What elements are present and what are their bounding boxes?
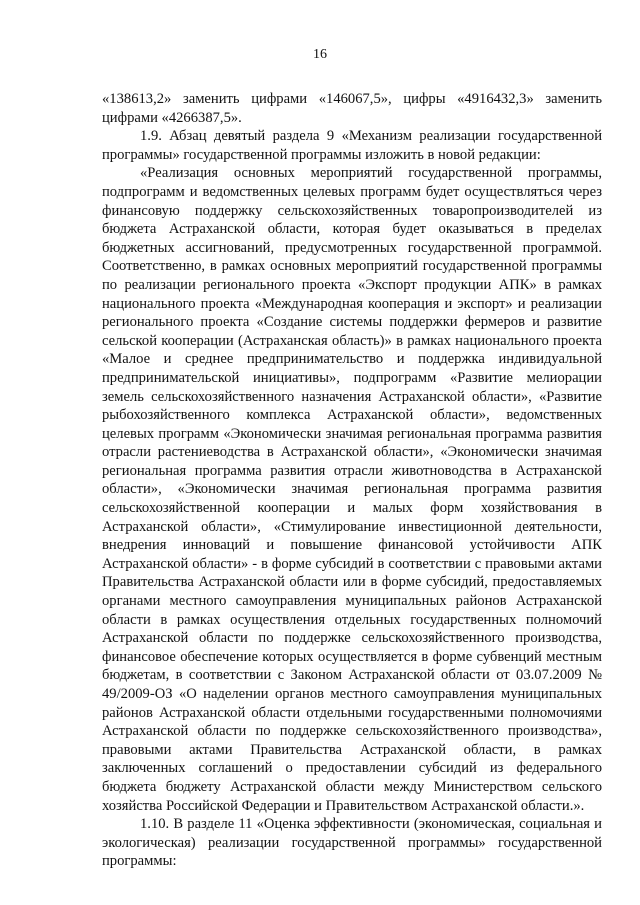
paragraph-1-10: 1.10. В разделе 11 «Оценка эффективности (экономическая, социальная и экологическая) реализации государственной программы» государственной программы: bbox=[102, 816, 602, 870]
document-body bbox=[102, 90, 602, 871]
paragraph-replace-figures: «138613,2» заменить цифрами «146067,5», цифры «4916432,3» заменить цифрами «4266387,5». bbox=[102, 91, 602, 126]
paragraph-new-edition: «Реализация основных мероприятий государственной программы, подпрограмм и ведомственных целевых программ будет осуществляться через финансовую поддержку сельскохозяйственных товаропроизводителей из бюджета Астраханской области, которая будет оказываться в пределах бюджетных ассигнований, предусмотренных государственной программой. Соответственно, в рамках основных мероприятий государственной программы по реализации регионального проекта «Экспорт продукции АПК» в рамках национального проекта «Международная кооперация и экспорт» и реализации регионального проекта «Создание системы поддержки фермеров и развитие сельской кооперации (Астраханская область)» в рамках национального проекта «Малое и среднее предпринимательство и поддержка индивидуальной предпринимательской инициативы», подпрограмм «Развитие мелиорации земель сельскохозяйственного назначения Астраханской области», «Развитие рыбохозяйственного комплекса Астраханской области», ведомственных целевых программ «Экономически значимая региональная программа развития отрасли растениеводства в Астраханской области», «Экономически значимая региональная программа развития отрасли животноводства в Астраханской области», «Экономически значимая региональная программа развития сельскохозяйственной кооперации и малых форм хозяйствования в Астраханской области», «Стимулирование инвестиционной деятельности, внедрения инноваций и повышение финансовой устойчивости АПК Астраханской области» - в форме субсидий в соответствии с правовыми актами Правительства Астраханской области или в форме субсидий, предоставляемых органами местного самоуправления муниципальных районов Астраханской области в рамках осуществления отдельных государственных полномочий Астраханской области по поддержке сельскохозяйственного производства, финансовое обеспечение которых осуществляется в форме субвенций местным бюджетам, в соответствии с Законом Астраханской области от 03.07.2009 № 49/2009-ОЗ «О наделении органов местного самоуправления муниципальных районов Астраханской области отдельными государственными полномочиями Астраханской области по поддержке сельскохозяйственного производства», правовыми актами Правительства Астраханской области, в рамках заключенных соглашений о предоставлении субсидий из федерального бюджета бюджету Астраханской области между Министерством сельского хозяйства Российской Федерации и Правительством Астраханской области.». bbox=[102, 165, 602, 814]
paragraph-1-9: 1.9. Абзац девятый раздела 9 «Механизм реализации государственной программы» государственной программы изложить в новой редакции: bbox=[102, 128, 602, 163]
page-number: 16 bbox=[313, 47, 327, 62]
